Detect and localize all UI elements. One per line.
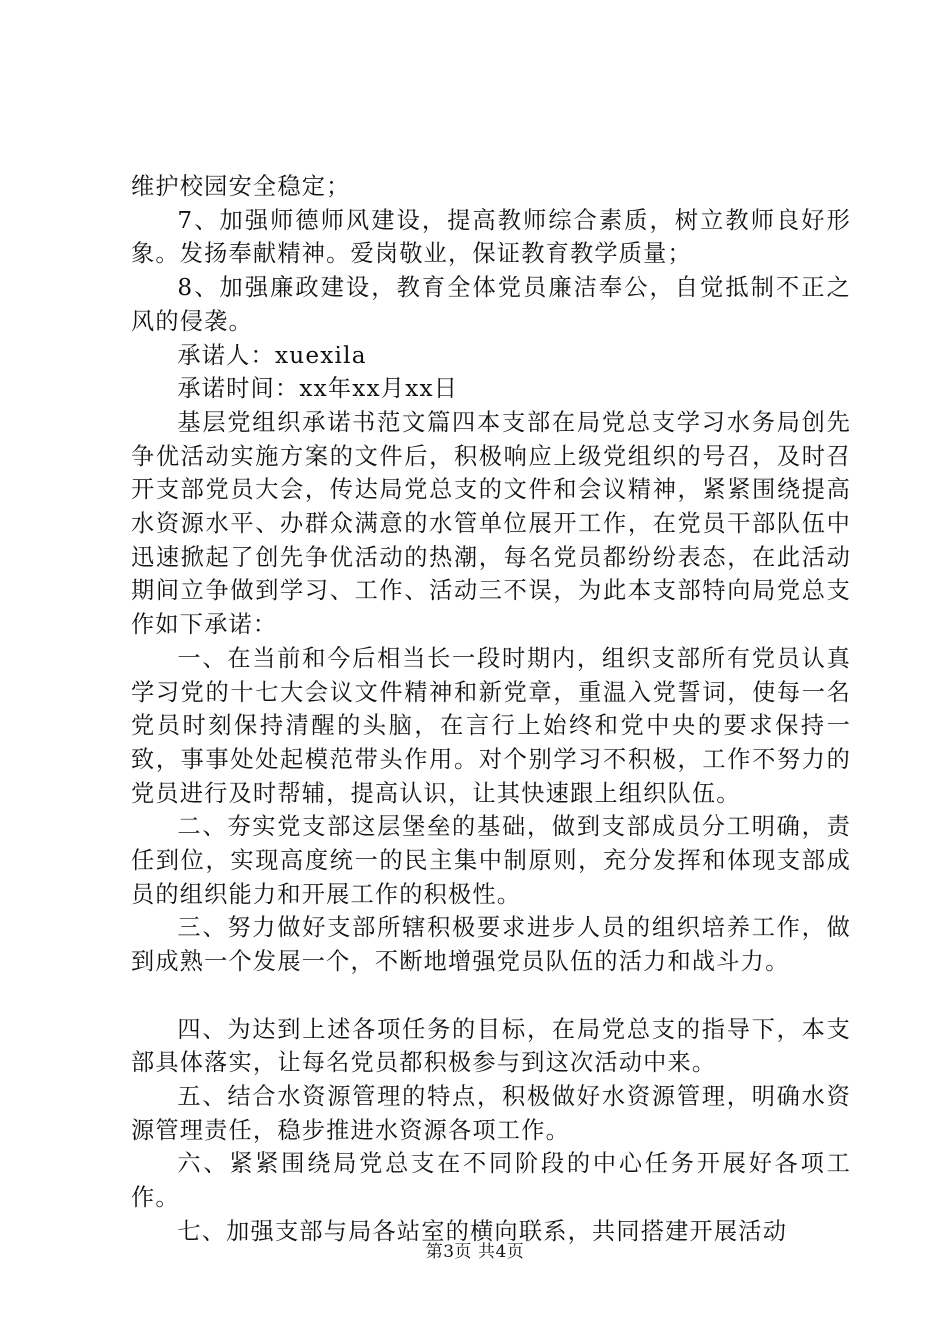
paragraph-3: 8、加强廉政建设，教育全体党员廉洁奉公，自觉抵制不正之风的侵袭。 [131,274,851,335]
paragraph-2: 7、加强师德师风建设，提高教师综合素质，树立教师良好形象。发扬奉献精神。爱岗敬业，保证教育教学质量； [131,206,851,268]
paragraph-8: 二、夯实党支部这层堡垒的基础，做到支部成员分工明确，责任到位，实现高度统一的民主集中制原则，充分发挥和体现支部成员的组织能力和开展工作的积极性。 [131,813,851,908]
paragraph-12: 六、紧紧围绕局党总支在不同阶段的中心任务开展好各项工作。 [131,1150,851,1212]
paragraph-1: 维护校园安全稳定； [131,173,351,200]
paragraph-13: 七、加强支部与局各站室的横向联系，共同搭建开展活动 [177,1217,788,1245]
paragraph-11: 五、结合水资源管理的特点，积极做好水资源管理，明确水资源管理责任，稳步推进水资源各项工作。 [131,1082,851,1144]
paragraph-10: 四、为达到上述各项任务的目标，在局党总支的指导下，本支部具体落实，让每名党员都积极参与到这次活动中来。 [131,1015,851,1077]
promisor-line: 承诺人：xuexila [177,341,367,369]
page-number-footer: 第3页 共4页 [425,1242,525,1262]
paragraph-9: 三、努力做好支部所辖积极要求进步人员的组织培养工作，做到成熟一个发展一个，不断地增强党员队伍的活力和战斗力。 [131,914,851,976]
document-body [131,170,851,1248]
paragraph-6: 基层党组织承诺书范文篇四本支部在局党总支学习水务局创先争优活动实施方案的文件后，积极响应上级党组织的号召，及时召开支部党员大会，传达局党总支的文件和会议精神，紧紧围绕提高水资源水平、办群众满意的水管单位展开工作，在党员干部队伍中迅速掀起了创先争优活动的热潮，每名党员都纷纷表态，在此活动期间立争做到学习、工作、活动三不误，为此本支部特向局党总支作如下承诺： [131,408,851,639]
promise-date-line: 承诺时间：xx年xx月xx日 [177,375,459,403]
paragraph-7: 一、在当前和今后相当长一段时期内，组织支部所有党员认真学习党的十七大会议文件精神和新党章，重温入党誓词，使每一名党员时刻保持清醒的头脑，在言行上始终和党中央的要求保持一致，事事处处起模范带头作用。对个别学习不积极，工作不努力的党员进行及时帮辅，提高认识，让其快速跟上组织队伍。 [131,644,851,807]
